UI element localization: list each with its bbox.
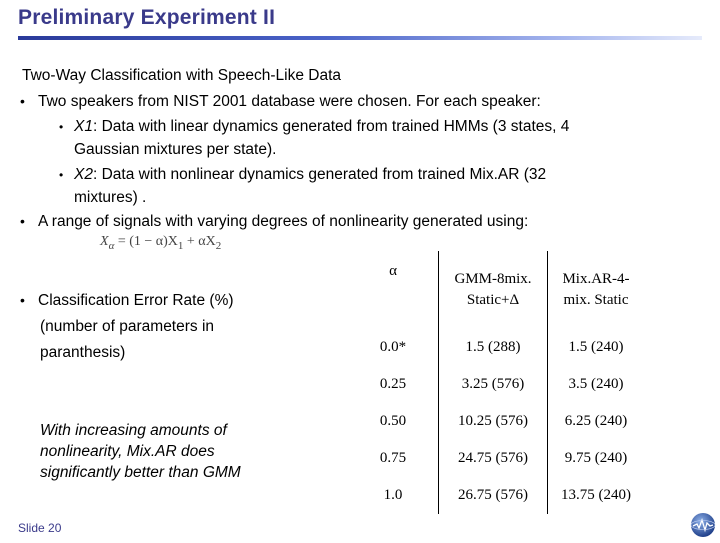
- bullet-error-rate-cont2: paranthesis): [40, 344, 126, 361]
- bullet-speakers: Two speakers from NIST 2001 database were chosen. For each speaker:: [38, 93, 541, 110]
- cell-alpha: 0.50: [379, 413, 407, 429]
- mixing-formula: $X_\alpha = (1 - \alpha)X_1 + \alpha X_2$: [100, 234, 222, 252]
- cell-alpha: 0.75: [379, 450, 407, 466]
- cell-alpha: 0.25: [379, 376, 407, 392]
- cell-gmm: 3.25 (576): [439, 366, 548, 403]
- cell-gmm: 1.5 (288): [439, 329, 548, 366]
- sub-bullet-x2-cont: mixtures) .: [74, 189, 147, 206]
- title-divider: [18, 36, 702, 40]
- table-header-row: [348, 251, 644, 329]
- bullet-error-rate: Classification Error Rate (%): [38, 292, 234, 309]
- cell-alpha: 0.0*: [379, 339, 407, 355]
- sub-bullet-dot: •: [59, 120, 64, 134]
- x1-label: X1: [74, 118, 93, 135]
- note-line-3: significantly better than GMM: [40, 464, 241, 481]
- results-table: [348, 251, 644, 514]
- table-row: [348, 477, 644, 514]
- note-line-2: nonlinearity, Mix.AR does: [40, 443, 215, 460]
- cell-mixar: 9.75 (240): [564, 450, 628, 466]
- globe-logo-icon: [690, 512, 716, 538]
- cell-gmm: 26.75 (576): [439, 477, 548, 514]
- sub-bullet-dot: •: [59, 168, 64, 182]
- bullet-error-rate-cont1: (number of parameters in: [40, 318, 215, 335]
- slide-number: Slide 20: [18, 521, 62, 535]
- cell-mixar: 13.75 (240): [561, 487, 631, 503]
- sub-bullet-x2: [74, 165, 546, 184]
- cell-alpha: 1.0: [383, 487, 403, 503]
- table-row: [348, 440, 644, 477]
- x2-label: X2: [74, 166, 93, 183]
- header-gmm: GMM-8mix. Static+Δ: [439, 251, 548, 329]
- cell-gmm: 10.25 (576): [439, 403, 548, 440]
- header-alpha: α: [389, 263, 397, 279]
- cell-gmm: 24.75 (576): [439, 440, 548, 477]
- table-row: [348, 403, 644, 440]
- cell-mixar: 6.25 (240): [564, 413, 628, 429]
- x2-text: : Data with nonlinear dynamics generated from trained Mix.AR (32: [92, 166, 547, 183]
- bullet-dot: •: [20, 292, 25, 308]
- sub-bullet-x1: [74, 117, 569, 136]
- note-line-1: With increasing amounts of: [40, 422, 227, 439]
- header-mixar: Mix.AR-4- mix. Static: [562, 271, 630, 308]
- table-row: [348, 366, 644, 403]
- sub-bullet-x1-cont: Gaussian mixtures per state).: [74, 141, 277, 158]
- slide-title: Preliminary Experiment II: [18, 6, 276, 29]
- bullet-signals: A range of signals with varying degrees of nonlinearity generated using:: [38, 213, 529, 230]
- cell-mixar: 1.5 (240): [568, 339, 624, 355]
- x1-text: : Data with linear dynamics generated from trained HMMs (3 states, 4: [92, 118, 570, 135]
- bullet-dot: •: [20, 213, 25, 229]
- cell-mixar: 3.5 (240): [568, 376, 624, 392]
- section-heading: Two-Way Classification with Speech-Like Data: [22, 67, 342, 84]
- bullet-dot: •: [20, 93, 25, 109]
- table-row: [348, 329, 644, 366]
